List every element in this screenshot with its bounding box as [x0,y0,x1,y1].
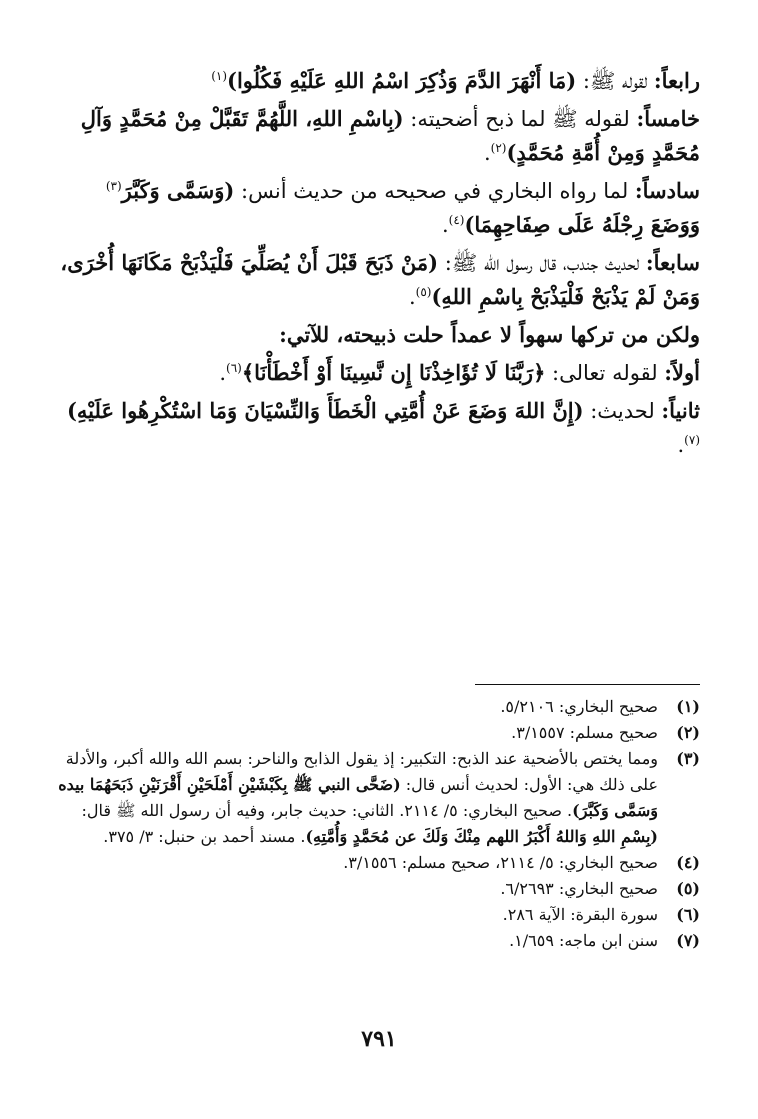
footnote-number: (٣) [676,749,700,768]
footnote-part: صحيح البخاري: ٥/٢١٠٦. [500,697,658,716]
footnote-3 [50,746,700,850]
footnote-number: (٤) [676,853,700,872]
footnote-ref: (٤) [448,213,465,227]
paragraph-lead: خامساً: [636,106,700,131]
footnote-part: صحيح البخاري: ٦/٢٦٩٣. [500,879,658,898]
hadith-quote: (وَسَمَّى وَكَبَّرَ [121,178,235,203]
footnote-5 [50,876,700,902]
exception-statement: ولكن من تركها سهواً لا عمداً حلت ذبيحته، للآتي: [279,322,700,347]
paragraph-sixth [60,174,700,242]
footnote-7 [50,928,700,954]
paragraph-text: لحديث جندب، قال رسول الله ﷺ: [438,251,646,275]
footnote-part: صحيح مسلم: ٣/١٥٥٧. [511,723,658,742]
paragraph-lead: سادساً: [634,178,700,203]
paragraph-lead: سابعاً: [645,250,700,275]
footnote-6 [50,902,700,928]
footnote-part: . صحيح البخاري: ٥/ ٢١١٤. الثاني: حديث جابر، وفيه أن رسول الله ﷺ قال: [81,801,573,820]
hadith-quote: (إِنَّ اللهَ وَضَعَ عَنْ أُمَّتِي الْخَطَأَ وَالنِّسْيَانَ وَمَا اسْتُكْرِهُوا عَلَيْهِ) [66,398,584,423]
footnote-text [50,902,658,928]
footnote-hadith-quote: (بِسْمِ اللهِ وَاللهُ أَكْبَرُ اللهم مِنْكَ وَلَكَ عن مُحَمَّدٍ وَأُمَّتِهِ) [305,827,658,846]
footnote-2 [50,720,700,746]
footnote-ref: (٧) [684,433,700,447]
footnote-divider [475,684,700,685]
paragraph-lead: ثانياً: [661,398,700,423]
footnote-text [50,694,658,720]
footnote-number: (٥) [676,879,700,898]
paragraph-first-proof [60,356,700,390]
paragraph-text: لحديث: [583,399,662,423]
paragraph-tail: . [219,361,227,385]
page-number: ٧٩١ [361,1026,397,1052]
footnotes [50,694,700,954]
paragraph-text: لما رواه البخاري في صحيحه من حديث أنس: [234,179,635,203]
footnote-number: (١) [676,697,700,716]
footnote-text [50,720,658,746]
footnote-number: (٧) [676,931,700,950]
paragraph-tail: . [441,213,449,237]
footnote-text [50,876,658,902]
footnote-ref: (١) [211,69,228,83]
footnote-part: صحيح البخاري: ٥/ ٢١١٤، صحيح مسلم: ٣/١٥٥٦. [343,853,658,872]
footnote-ref: (٦) [226,361,242,375]
footnote-part: ومما يختص بالأضحية عند الذبح: التكبير: إذ يقول الذابح والناحر: بسم الله والله أكبر، والأدلة على ذلك هي: الأول: لحديث أنس قال: [65,749,658,794]
quran-verse: ﴿رَبَّنَا لَا تُؤَاخِذْنَا إِن نَّسِينَا أَوْ أَخْطَأْنَا﴾ [241,360,546,385]
main-text [60,64,700,466]
paragraph-tail: . [677,433,685,457]
paragraph-fourth [60,64,700,98]
hadith-quote: (بِاسْمِ اللهِ، اللَّهُمَّ تَقَبَّلْ مِنْ مُحَمَّدٍ وَآلِ مُحَمَّدٍ وَمِنْ أُمَّةِ مُحَمَّدٍ) [80,106,700,165]
footnote-ref: (٥) [415,285,432,299]
footnote-4 [50,850,700,876]
paragraph-seventh [60,246,700,314]
hadith-quote-continued: وَوَضَعَ رِجْلَهُ عَلَى صِفَاحِهِمَا) [464,212,700,237]
paragraph-tail: . [408,285,416,309]
footnote-part: . مسند أحمد بن حنبل: ٣/ ٣٧٥. [103,827,306,846]
hadith-quote: (مَا أَنْهَرَ الدَّمَ وَذُكِرَ اسْمُ اللهِ عَلَيْهِ فَكُلُوا) [227,68,577,93]
paragraph-second-proof [60,394,700,462]
footnote-ref: (٣) [105,179,122,193]
paragraph-text: لقوله ﷺ: [576,69,654,93]
footnote-text [50,850,658,876]
footnote-number: (٦) [676,905,700,924]
paragraph-fifth [60,102,700,170]
paragraph-text: لقوله تعالى: [545,361,665,385]
paragraph-tail: . [483,141,491,165]
footnote-part: سنن ابن ماجه: ١/٦٥٩. [509,931,658,950]
footnote-text [50,746,658,850]
footnote-hadith-quote: (ضَحَّى النبي ﷺ بِكَبْشَيْنِ أَمْلَحَيْنِ أَقْرَنَيْنِ ذَبَحَهُمَا بيده وَسَمَّى وَكَبَّرَ) [58,775,658,820]
paragraph-lead: رابعاً: [653,68,700,93]
paragraph-lead: أولاً: [664,360,700,385]
hadith-quote: (مَنْ ذَبَحَ قَبْلَ أَنْ يُصَلِّيَ فَلْيَذْبَحْ مَكَانَهَا أُخْرَى، وَمَنْ لَمْ يَذْبَحْ فَلْيَذْبَحْ بِاسْمِ اللهِ) [60,250,700,309]
footnote-1 [50,694,700,720]
footnote-text [50,928,658,954]
footnote-part: سورة البقرة: الآية ٢٨٦. [502,905,658,924]
footnote-number: (٢) [676,723,700,742]
paragraph-text: لقوله ﷺ لما ذبح أضحيته: [403,107,637,131]
paragraph-exception [60,318,700,352]
footnote-ref: (٢) [490,141,507,155]
